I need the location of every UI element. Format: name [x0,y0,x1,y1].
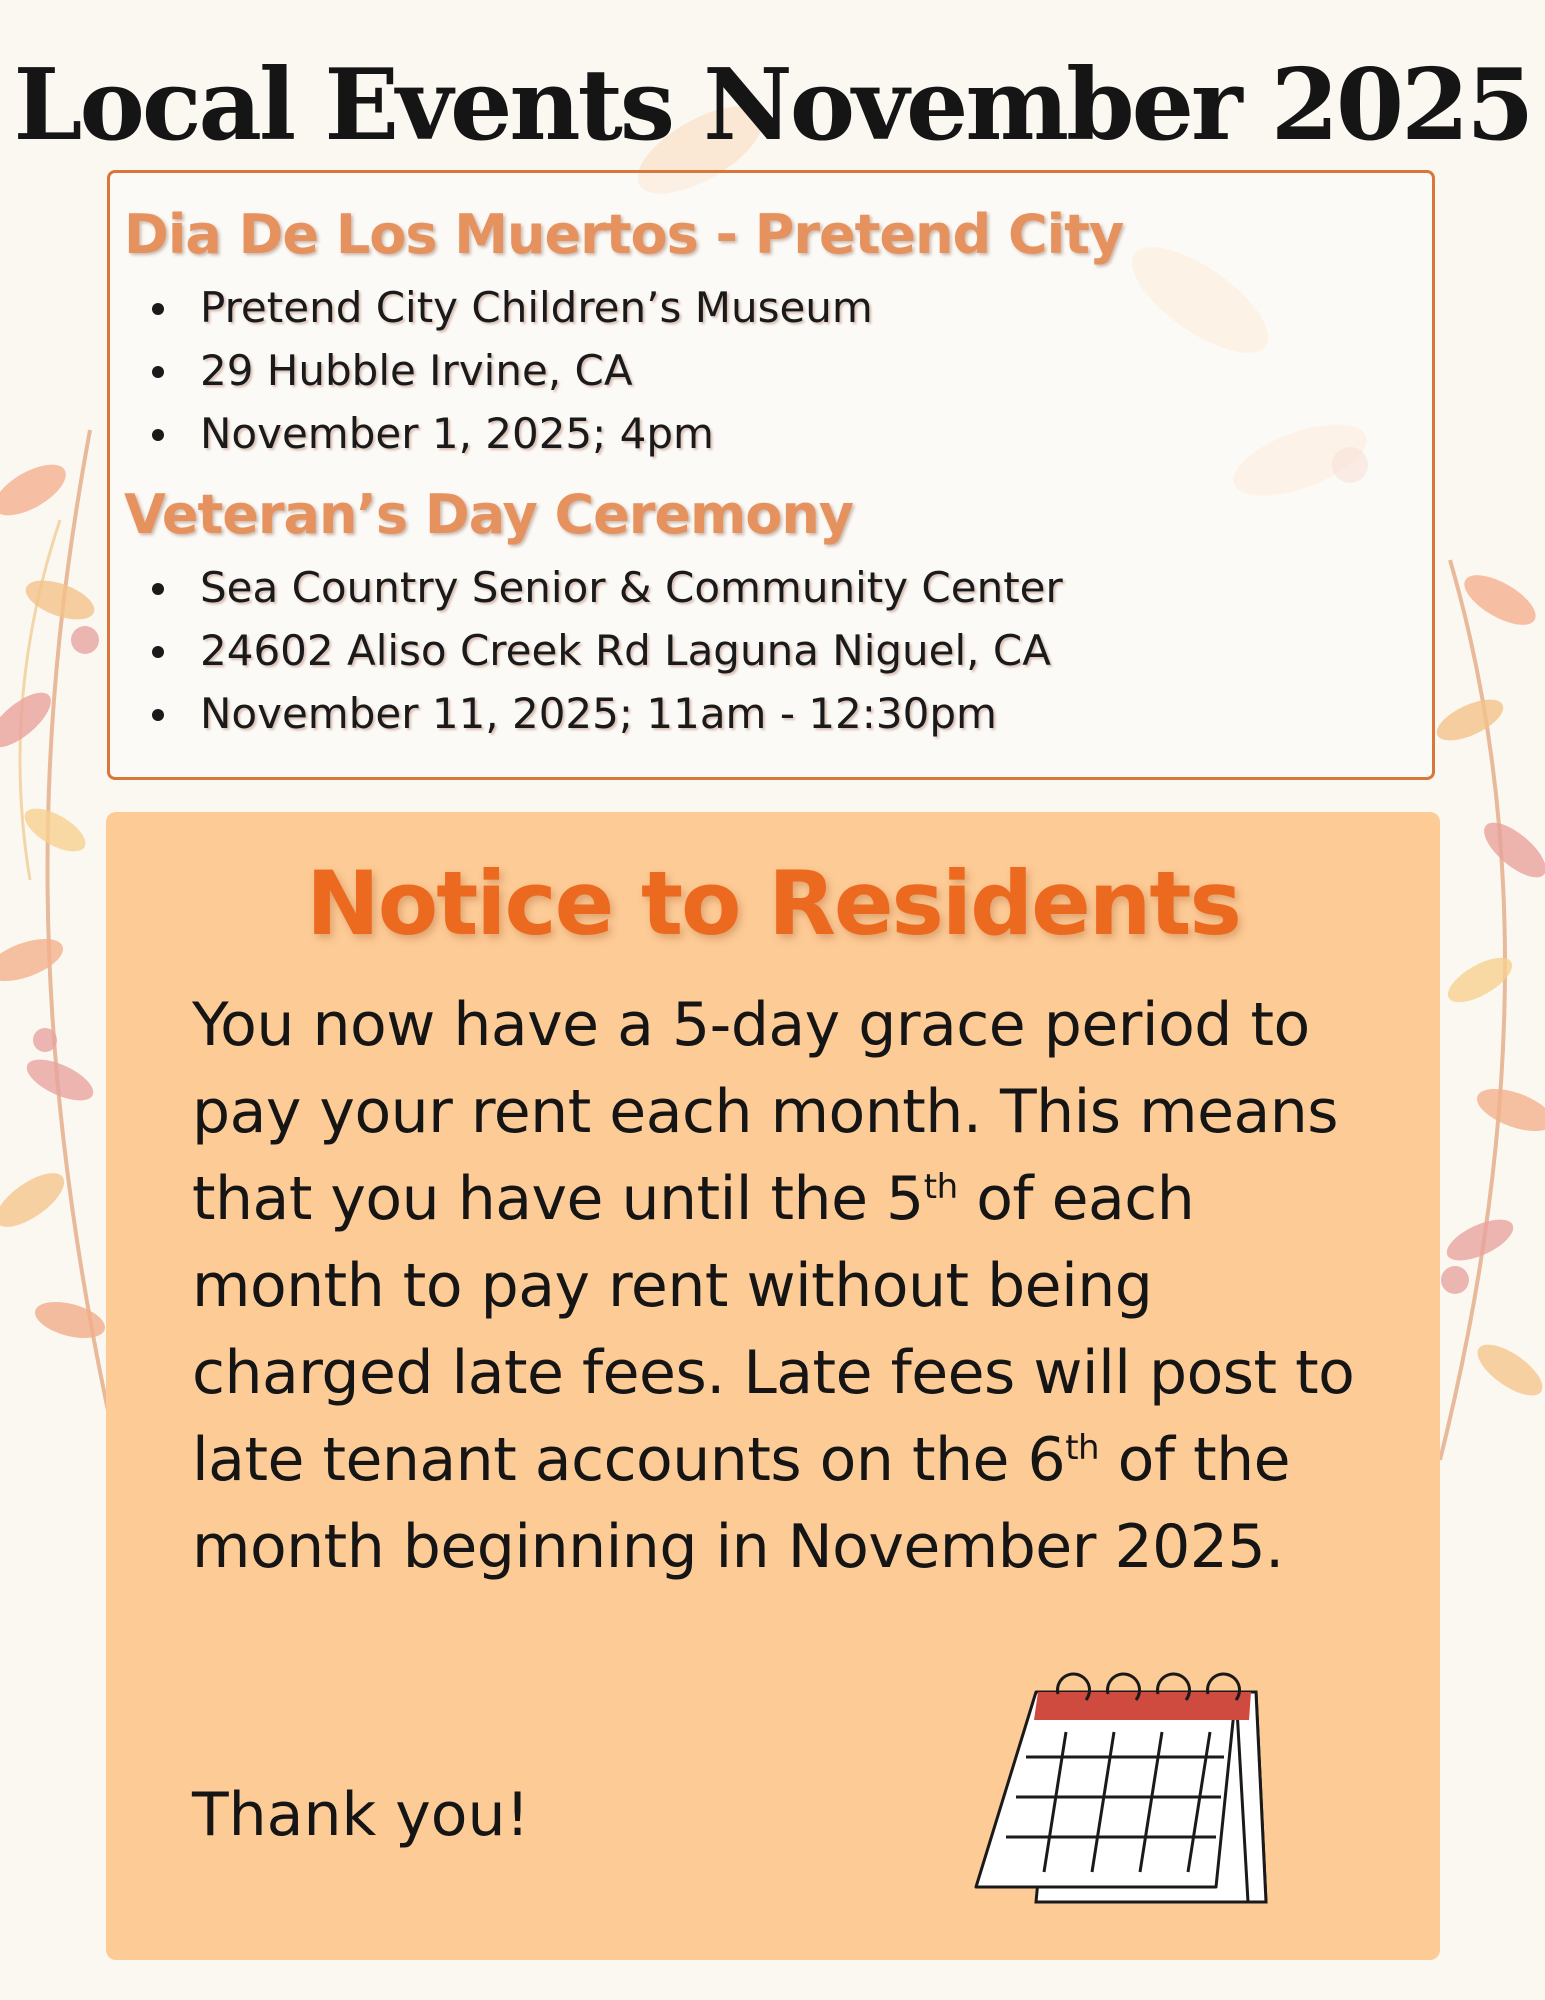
event-detail-address: 29 Hubble Irvine, CA [124,339,1432,402]
calendar-icon [966,1652,1306,1952]
notice-body [192,982,1372,1591]
thank-you-text: Thank you! [192,1780,530,1850]
ordinal-suffix: th [1065,1428,1100,1468]
event-details-list [124,276,1432,465]
event-detail-date: November 11, 2025; 11am - 12:30pm [124,682,1432,745]
notice-text-part1: You now have a 5-day grace period to pay your rent each month. This means that you have until the 5 [192,990,1339,1234]
notice-text-part2: of each month to pay rent without being charged late fees. Late fees will post to late tenant accounts on the 6 [192,1164,1355,1495]
notice-text-part3: of the month beginning in November 2025. [192,1425,1291,1582]
notice-title: Notice to Residents [306,852,1240,955]
notice-box [106,812,1440,1960]
event-detail-date: November 1, 2025; 4pm [124,402,1432,465]
event-detail-venue: Sea Country Senior & Community Center [124,556,1432,619]
page-title: Local Events November 2025 [13,48,1532,163]
ordinal-suffix: th [923,1167,958,1207]
events-box [107,170,1435,780]
event-detail-venue: Pretend City Children’s Museum [124,276,1432,339]
event-details-list [124,556,1432,745]
event-title-veterans-day: Veteran’s Day Ceremony [124,482,853,546]
event-title-dia-de-los-muertos: Dia De Los Muertos - Pretend City [124,203,1124,266]
event-detail-address: 24602 Aliso Creek Rd Laguna Niguel, CA [124,619,1432,682]
